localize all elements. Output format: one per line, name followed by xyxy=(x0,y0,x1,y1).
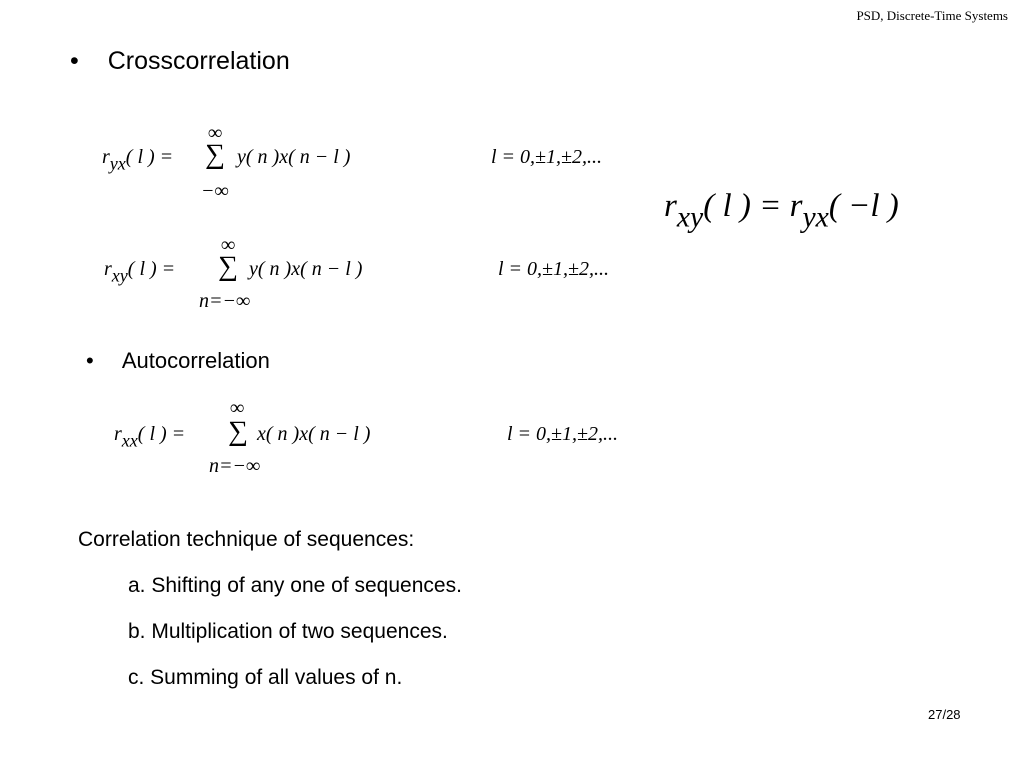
ryx-lower-limit: −∞ xyxy=(201,180,229,202)
rxy-summand: y( n )x( n − l ) xyxy=(249,258,363,280)
relation-r2: r xyxy=(789,188,803,224)
ryx-range: l = 0,±1,±2,... xyxy=(491,146,603,168)
page-number: 27/28 xyxy=(928,707,961,722)
crosscorrelation-title: Crosscorrelation xyxy=(107,47,290,75)
rxy-argument: ( l ) = xyxy=(127,258,176,280)
autocorrelation-title: Autocorrelation xyxy=(121,348,270,373)
relation-mid: ( l ) = xyxy=(703,188,790,224)
bullet-icon: • xyxy=(70,47,79,75)
slide-header: PSD, Discrete-Time Systems xyxy=(856,8,1008,23)
rxy-range: l = 0,±1,±2,... xyxy=(498,258,610,280)
rxy-upper-limit: ∞ xyxy=(221,234,236,256)
ryx-upper-limit: ∞ xyxy=(208,122,223,144)
ryx-summand: y( n )x( n − l ) xyxy=(237,146,351,168)
ryx-sum-symbol: ∑ xyxy=(205,139,225,170)
crosscorrelation-heading xyxy=(70,47,290,76)
ryx-subscript: yx xyxy=(109,153,126,174)
ryx-argument: ( l ) = xyxy=(125,146,174,168)
rxx-subscript: xx xyxy=(121,430,138,451)
ryx-r: r xyxy=(102,146,110,168)
rxx-sum-symbol: ∑ xyxy=(228,416,248,447)
autocorrelation-heading xyxy=(86,348,270,374)
technique-item-a: a. Shifting of any one of sequences. xyxy=(128,574,462,597)
symmetry-relation xyxy=(664,188,899,234)
rxy-subscript: xy xyxy=(111,265,128,286)
technique-item-b: b. Multiplication of two sequences. xyxy=(128,620,448,643)
technique-item-c: c. Summing of all values of n. xyxy=(128,666,403,689)
rxx-summand: x( n )x( n − l ) xyxy=(257,423,371,445)
rxx-argument: ( l ) = xyxy=(137,423,186,445)
rxx-lower-limit: n=−∞ xyxy=(209,455,261,477)
technique-heading: Correlation technique of sequences: xyxy=(78,528,415,551)
rxy-r: r xyxy=(104,258,112,280)
rxx-lhs xyxy=(114,423,185,451)
rxx-r: r xyxy=(114,423,122,445)
rxy-lhs xyxy=(104,258,175,286)
rxy-lower-limit: n=−∞ xyxy=(199,290,251,312)
rxx-range: l = 0,±1,±2,... xyxy=(507,423,619,445)
relation-sub2: yx xyxy=(802,201,829,234)
rxx-upper-limit: ∞ xyxy=(230,397,245,419)
relation-sub1: xy xyxy=(676,201,704,234)
ryx-lhs xyxy=(102,146,173,174)
rxy-sum-symbol: ∑ xyxy=(218,251,238,282)
relation-r1: r xyxy=(664,188,677,224)
bullet-icon: • xyxy=(86,348,94,373)
relation-end: ( −l ) xyxy=(828,188,899,224)
